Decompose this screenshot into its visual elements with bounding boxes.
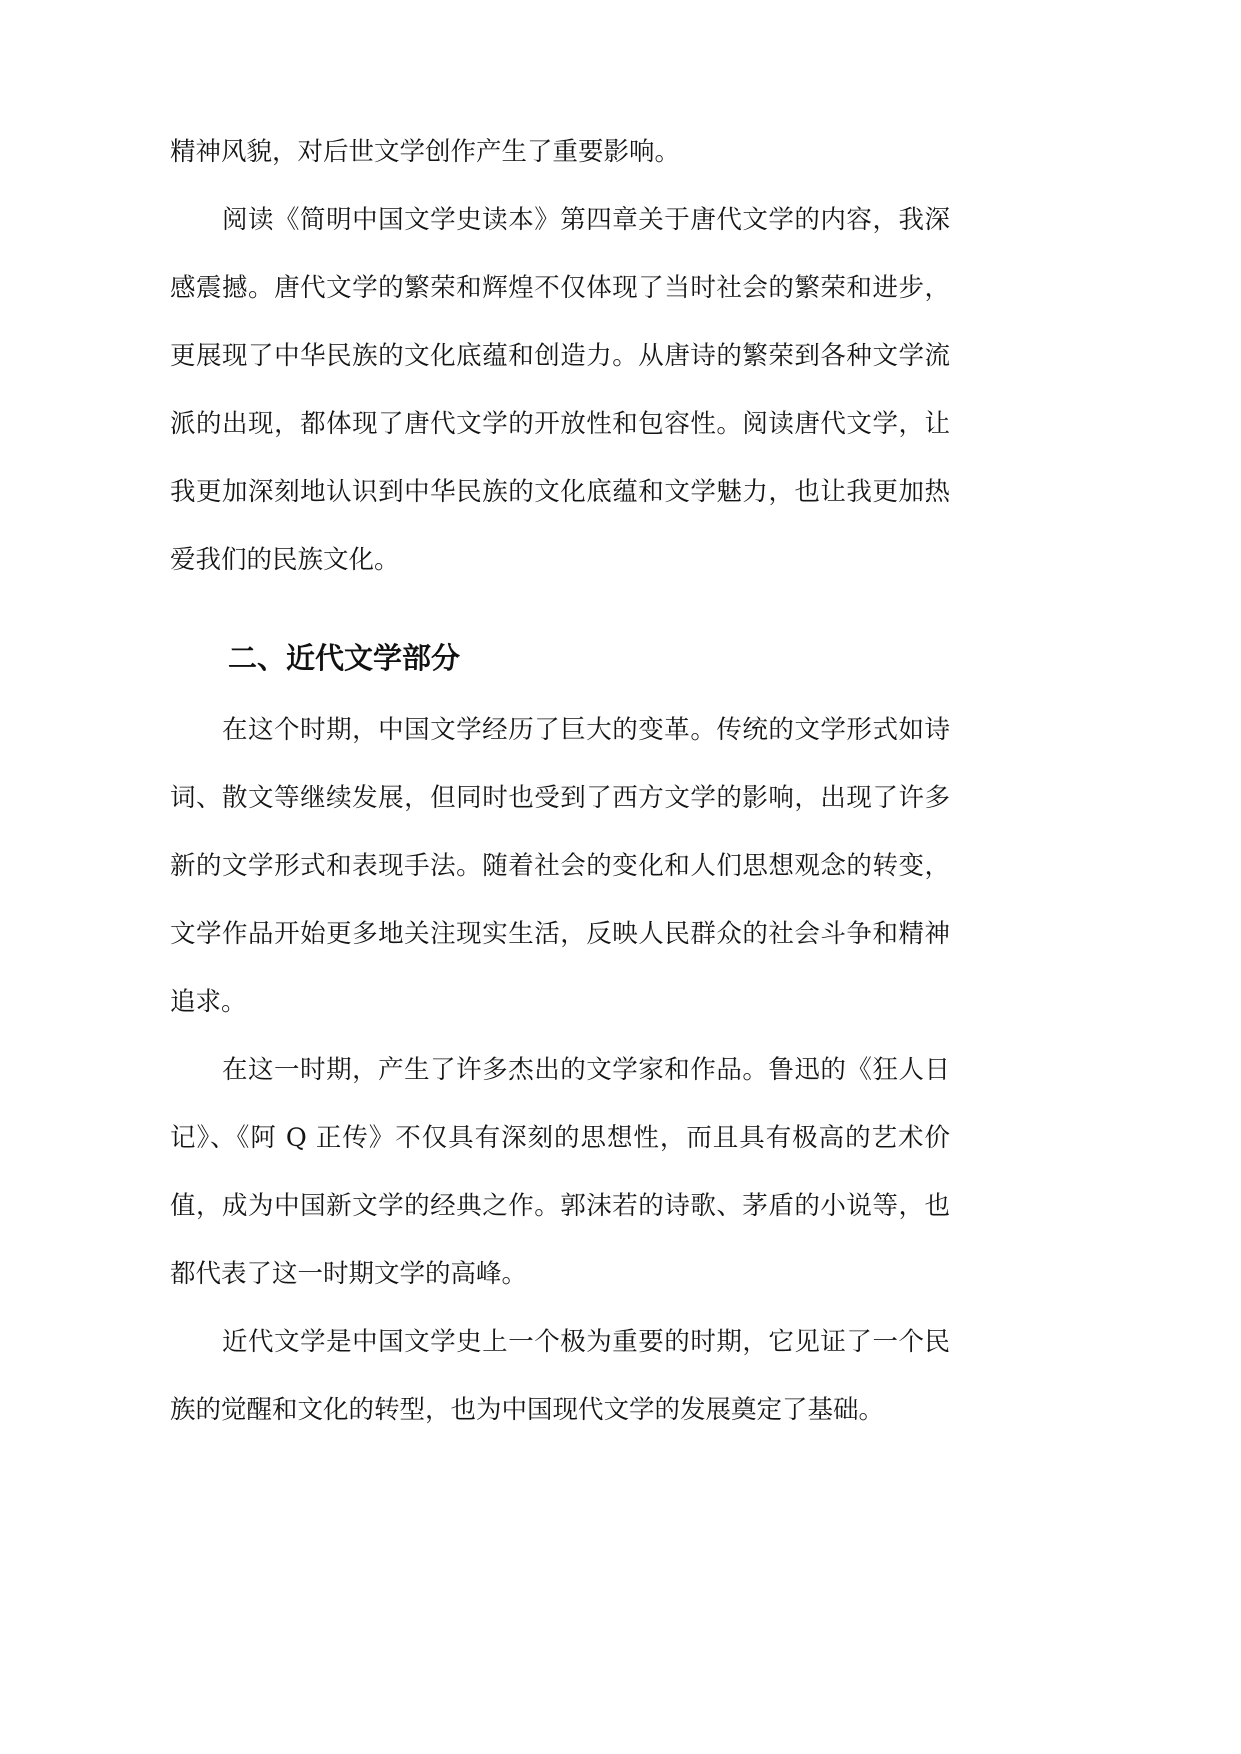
paragraph-line: 在这一时期，产生了许多杰出的文学家和作品。鲁迅的《狂人日 [222, 1055, 950, 1085]
paragraph-line: 记》、《阿 Q 正传》不仅具有深刻的思想性，而且具有极高的艺术价 [170, 1123, 950, 1153]
paragraph-line: 文学作品开始更多地关注现实生活，反映人民群众的社会斗争和精神 [170, 919, 950, 949]
paragraph-modern-writers [170, 1036, 950, 1308]
paragraph-line: 都代表了这一时期文学的高峰。 [170, 1259, 528, 1289]
paragraph-modern-summary [170, 1308, 950, 1444]
paragraph-line: 爱我们的民族文化。 [170, 545, 400, 575]
paragraph-tang-literature [170, 186, 950, 594]
section-heading: 二、近代文学部分 [228, 641, 461, 675]
paragraph-line: 追求。 [170, 987, 247, 1017]
paragraph-line: 派的出现，都体现了唐代文学的开放性和包容性。阅读唐代文学，让 [170, 409, 950, 439]
paragraph-line: 阅读《简明中国文学史读本》第四章关于唐代文学的内容，我深 [222, 205, 950, 235]
body-text [170, 118, 950, 1444]
paragraph-line: 词、散文等继续发展，但同时也受到了西方文学的影响，出现了许多 [170, 783, 950, 813]
paragraph-line: 我更加深刻地认识到中华民族的文化底蕴和文学魅力，也让我更加热 [170, 477, 950, 507]
paragraph-line: 感震撼。唐代文学的繁荣和辉煌不仅体现了当时社会的繁荣和进步， [170, 273, 950, 303]
paragraph-continuation [170, 118, 950, 186]
paragraph-line: 新的文学形式和表现手法。随着社会的变化和人们思想观念的转变， [170, 851, 950, 881]
paragraph-line: 值，成为中国新文学的经典之作。郭沫若的诗歌、茅盾的小说等，也 [170, 1191, 950, 1221]
paragraph-line: 近代文学是中国文学史上一个极为重要的时期，它见证了一个民 [222, 1327, 950, 1357]
paragraph-line: 在这个时期，中国文学经历了巨大的变革。传统的文学形式如诗 [222, 715, 950, 745]
paragraph-line: 族的觉醒和文化的转型，也为中国现代文学的发展奠定了基础。 [170, 1395, 885, 1425]
paragraph-line: 精神风貌，对后世文学创作产生了重要影响。 [170, 137, 681, 167]
paragraph-line: 更展现了中华民族的文化底蕴和创造力。从唐诗的繁荣到各种文学流 [170, 341, 950, 371]
paragraph-modern-change [170, 696, 950, 1036]
